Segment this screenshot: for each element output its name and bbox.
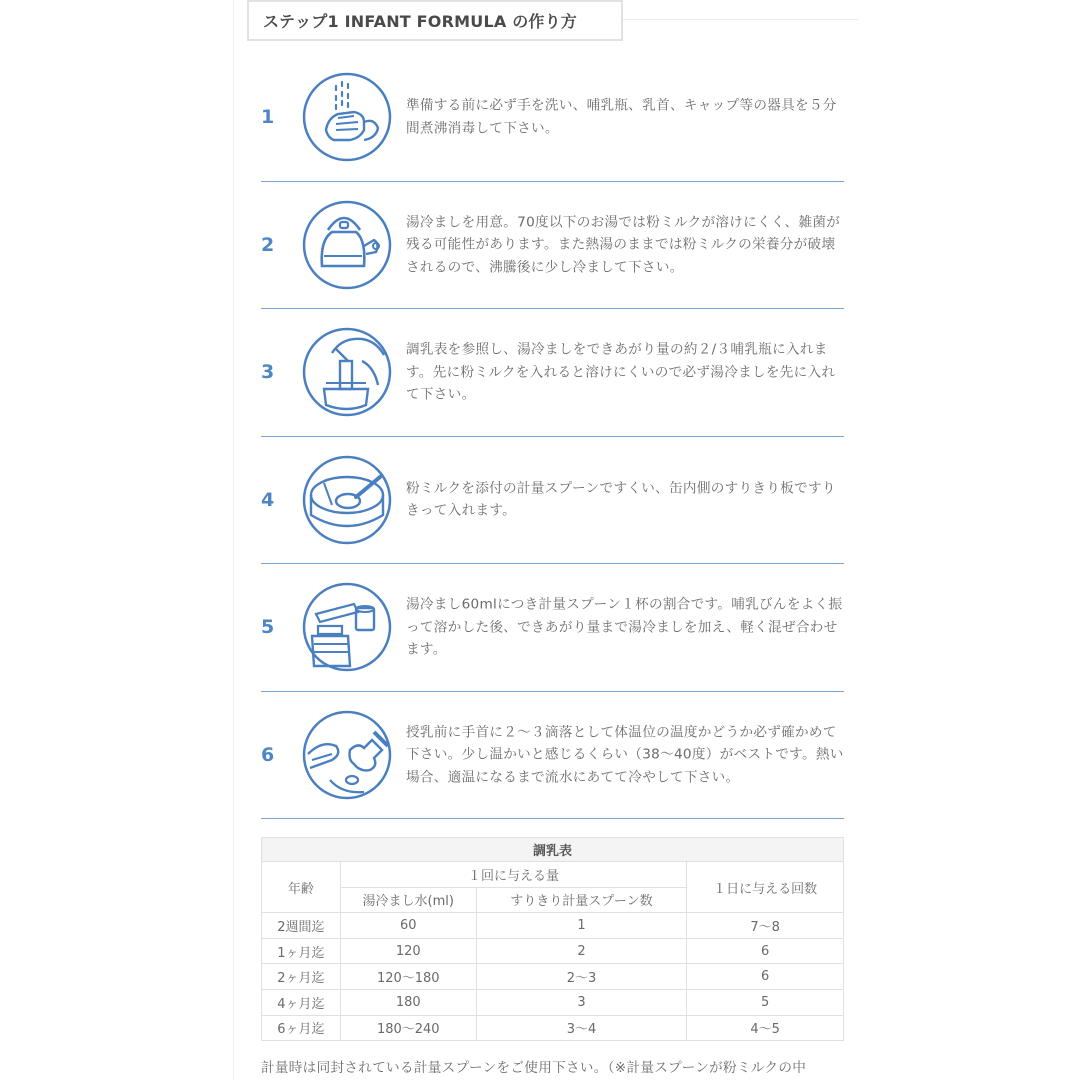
step-number: 1 [261,106,275,129]
step-description: 準備する前に必ず手を洗い、哺乳瓶、乳首、キャップ等の器具を５分間煮沸消毒して下さい。 [406,97,837,137]
cell-times: 6 [687,938,844,964]
page-left-border [233,0,234,1080]
table-row [262,964,844,990]
step-number: 5 [261,616,275,639]
step-item [261,692,844,820]
cell-water: 180 [340,989,476,1015]
table-title: 調乳表 [262,838,844,862]
kettle-icon [302,200,392,290]
cell-water: 120〜180 [340,964,476,990]
cell-spoons: 1 [476,913,687,939]
measuring-spoon-icon [302,455,392,545]
step-description: 湯冷ましを用意。70度以下のお湯では粉ミルクが溶けにくく、雑菌が残る可能性があります。また熱湯のままでは粉ミルクの栄養分が破壊されるので、沸騰後に少し冷まして下さい。 [406,214,841,275]
pouring-water-icon [302,327,392,417]
cell-spoons: 3 [476,989,687,1015]
cell-times: 5 [687,989,844,1015]
cell-water: 180〜240 [340,1015,476,1041]
cell-times: 4〜5 [687,1015,844,1041]
steps-list [261,54,844,819]
table-header-spoons: すりきり計量スプーン数 [476,887,687,913]
step-number: 2 [261,233,275,256]
table-row [262,989,844,1015]
table-row [262,938,844,964]
hand-washing-icon [302,72,392,162]
step-number: 6 [261,743,275,766]
step-item [261,564,844,692]
section-heading: ステップ1 INFANT FORMULA の作り方 [247,0,623,41]
table-header-times: １日に与える回数 [687,862,844,913]
step-number: 3 [261,361,275,384]
cell-water: 60 [340,913,476,939]
cell-age: 6ヶ月迄 [262,1015,341,1041]
table-row [262,913,844,939]
step-description: 粉ミルクを添付の計量スプーンですくい、缶内側のすりきり板ですりきって入れます。 [406,480,836,519]
cell-age: 2週間迄 [262,913,341,939]
step-item [261,182,844,310]
bottle-and-cup-icon [302,582,392,672]
cell-spoons: 2〜3 [476,964,687,990]
step-description: 湯冷まし60mlにつき計量スプーン１杯の割合です。哺乳びんをよく振って溶かした後、できあがり量まで湯冷ましを加え、軽く混ぜ合わせます。 [406,596,843,658]
cell-age: 2ヶ月迄 [262,964,341,990]
step-number: 4 [261,488,275,511]
step-description: 授乳前に手首に２〜３滴落として体温位の温度かどうか必ず確かめて下さい。少し温かいと感じるくらい（38〜40度）がベストです。熱い場合、適温になるまで流水にあてて冷やして下さい。 [406,724,844,785]
step-item [261,54,844,182]
mixing-table [261,837,844,1041]
cell-spoons: 2 [476,938,687,964]
heading-divider [623,19,858,20]
table-header-water: 湯冷まし水(ml) [340,887,476,913]
cell-times: 7〜8 [687,913,844,939]
cell-age: 1ヶ月迄 [262,938,341,964]
cell-water: 120 [340,938,476,964]
step-item [261,437,844,565]
step-description: 調乳表を参照し、湯冷ましをできあがり量の約２/３哺乳瓶に入れます。先に粉ミルクを入れると溶けにくいので必ず湯冷ましを先に入れて下さい。 [406,341,836,403]
cell-spoons: 3〜4 [476,1015,687,1041]
table-row [262,1015,844,1041]
table-header-amount: １回に与える量 [340,862,686,888]
cell-times: 6 [687,964,844,990]
cell-age: 4ヶ月迄 [262,989,341,1015]
footnote-text: 計量時は同封されている計量スプーンをご使用下さい。（※計量スプーンが粉ミルクの中 [261,1060,807,1076]
table-header-age: 年齢 [262,862,341,913]
step-item [261,309,844,437]
temperature-check-icon [302,710,392,800]
